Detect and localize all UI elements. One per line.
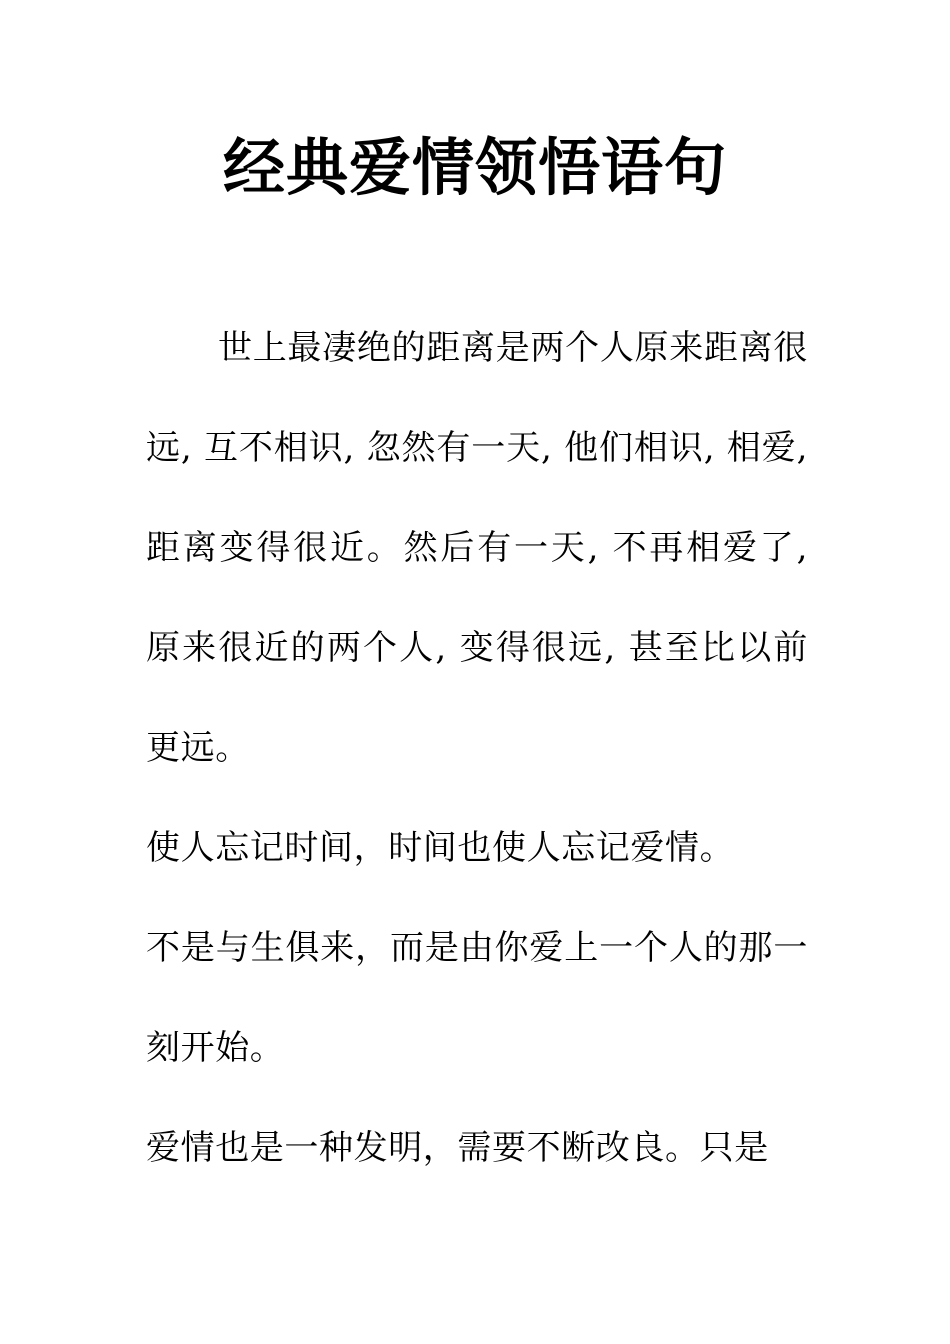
document-title: 经典爱情领悟语句 (222, 131, 727, 204)
document-body (146, 298, 808, 1198)
paragraph-distance: 世上最凄绝的距离是两个人原来距离很远, 互不相识, 忽然有一天, 他们相识, 相爱, 距离变得很近。然后有一天, 不再相爱了, 原来很近的两个人, 变得很远, 甚至比以前更远。 (146, 328, 808, 768)
paragraph-love-invention: 爱情也是一种发明，需要不断改良。只是 (146, 1128, 769, 1168)
paragraph-forget-time: 使人忘记时间，时间也使人忘记爱情。 (146, 828, 735, 868)
paragraph-love-begins: 不是与生俱来，而是由你爱上一个人的那一刻开始。 (146, 928, 808, 1068)
